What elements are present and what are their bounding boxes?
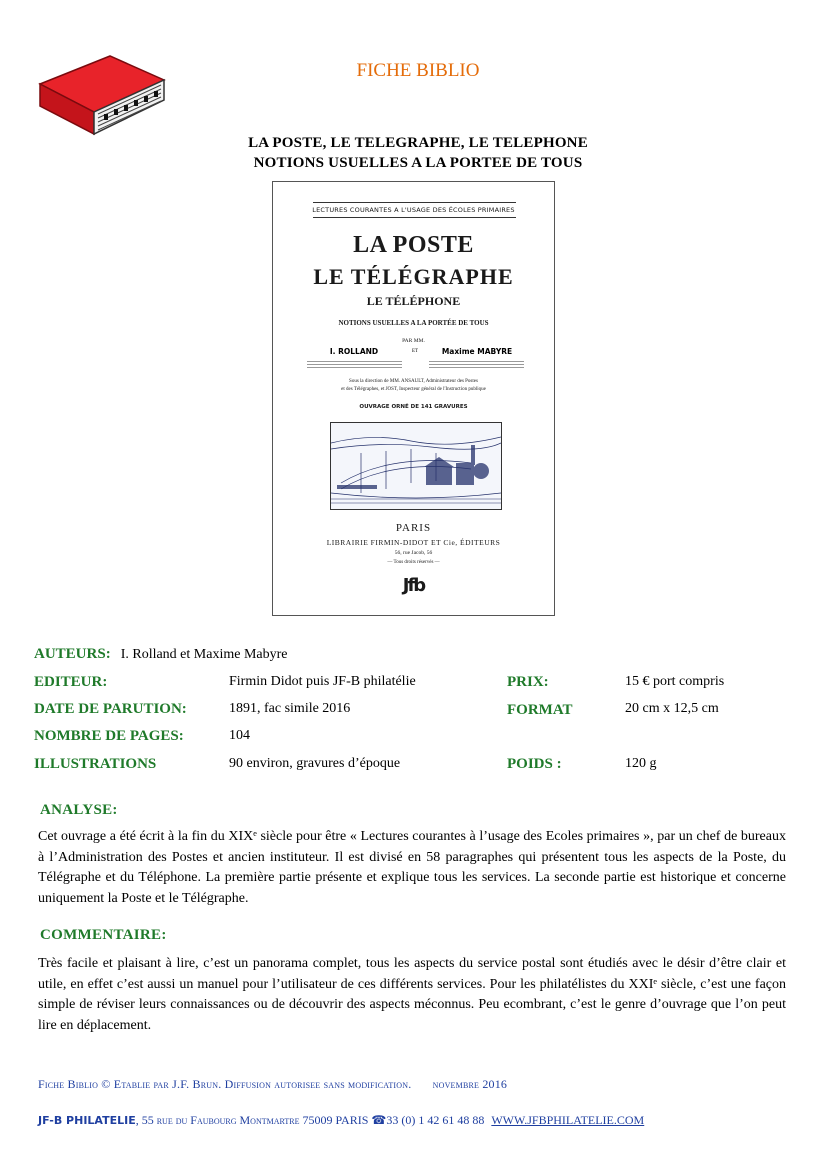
commentaire-heading: COMMENTAIRE: [40,927,167,943]
cover-jfb-logo: Jfb [402,575,425,596]
poids-value: 120 g [625,756,657,771]
footer-address: , 55 rue du Faubourg Montmartre 75009 PARIS [135,1113,369,1127]
cover-rule-top [313,202,516,203]
prix-value: 15 € port compris [625,674,725,689]
footer-credit [38,1077,507,1092]
auteurs-value: I. Rolland et Maxime Mabyre [120,647,288,662]
editeur-label: EDITEUR: [34,674,108,690]
auteurs-label: AUTEURS [34,646,106,662]
cover-author-1-credentials [307,359,402,370]
cover-direction-2: et des Télégraphes, et JOST, Inspecteur général de l'Instruction publique [341,387,486,392]
cover-rule-bottom [313,217,516,218]
prix-label: PRIX: [507,674,549,690]
cover-direction-1: Sous la direction de MM. ANSAULT, Administrateur des Postes [349,379,478,384]
poids-label: POIDS : [507,756,562,772]
illustrations-value: 90 environ, gravures d’époque [229,756,401,771]
footer-contact [38,1113,644,1128]
illustrations-label: ILLUSTRATIONS [34,756,157,772]
pages-label: NOMBRE DE PAGES: [34,728,184,744]
analyse-heading: ANALYSE: [40,802,118,818]
editeur-value: Firmin Didot puis JF-B philatélie [229,674,416,689]
format-value: 20 cm x 12,5 cm [625,701,719,716]
footer-website-link[interactable]: WWW.JFBPHILATELIE.COM [491,1113,645,1127]
cover-title-line-3: LE TÉLÉPHONE [366,294,461,308]
book-title-line-1: LA POSTE, LE TELEGRAPHE, LE TELEPHONE [248,135,588,151]
book-title-line-2: NOTIONS USUELLES A LA PORTEE DE TOUS [253,155,583,171]
footer-credit-text: Fiche Biblio © Etablie par J.F. Brun. Diffusion autorisee sans modification. [38,1077,412,1091]
cover-rights: — Tous droits réservés — [387,560,440,565]
cover-address: 56, rue Jacob, 56 [394,550,433,556]
cover-title-line-1: LA POSTE [353,232,474,258]
cover-author-1: I. ROLLAND [329,347,379,356]
cover-author-2: Maxime MABYRE [441,347,513,356]
cover-ornament: OUVRAGE ORNÉ DE 141 GRAVURES [359,404,468,410]
footer-phone: 33 (0) 1 42 61 48 88 [386,1113,485,1127]
cover-city: PARIS [395,522,432,534]
analyse-text: Cet ouvrage a été écrit à la fin du XIXᵉ siècle pour être « Lectures courantes à l’usage des Ecoles primaires », par un chef de bureaux à l’Administration des Postes et ancien instituteur. Il est divisé en 58 paragraphes qui présentent tous les aspects de la Poste, du Télégraphe et du Téléphone. La première partie présente et explique tous les services. La seconde partie est historique et concerne uniquement la Poste et le Télégraphe. [38,829,786,906]
date-value: 1891, fac simile 2016 [229,701,351,716]
cover-engraving [330,422,502,510]
auteurs-row: AUTEURS: I. Rolland et Maxime Mabyre [34,646,288,662]
book-title [0,133,826,173]
telephone-icon: ☎ [371,1113,387,1127]
cover-author-2-credentials [429,359,524,370]
cover-publisher: LIBRAIRIE FIRMIN-DIDOT ET Cie, ÉDITEURS [326,538,501,547]
cover-subtitle: NOTIONS USUELLES A LA PORTÉE DE TOUS [338,319,489,327]
book-cover-image [272,181,555,616]
cover-et: ET [411,349,419,354]
pages-value: 104 [229,728,250,743]
commentaire-text: Très facile et plaisant à lire, c’est un panorama complet, tous les aspects du service postal sont étudiés avec le désir d’être clair et utile, en effet c’est aussi un manuel pour l’utilisateur de ces différents services. Pour les philatélistes du XXIᵉ siècle, c’est une façon simple de réviser leurs connaissances ou de découvrir des aspects méconnus. Peu ecombrant, c’est le genre d’ouvrage que l’on peut lire en déplacement. [38,956,786,1033]
fiche-biblio-title: FICHE BIBLIO [356,60,480,81]
date-label: DATE DE PARUTION: [34,701,187,717]
footer-date: novembre 2016 [432,1077,508,1091]
cover-title-line-2: LE TÉLÉGRAPHE [313,264,514,289]
footer-brand: JF-B PHILATELIE [38,1114,136,1127]
format-label: FORMAT [507,702,573,718]
cover-par: PAR MM. [402,338,425,344]
cover-series: LECTURES COURANTES A L'USAGE DES ÉCOLES PRIMAIRES [312,206,515,214]
